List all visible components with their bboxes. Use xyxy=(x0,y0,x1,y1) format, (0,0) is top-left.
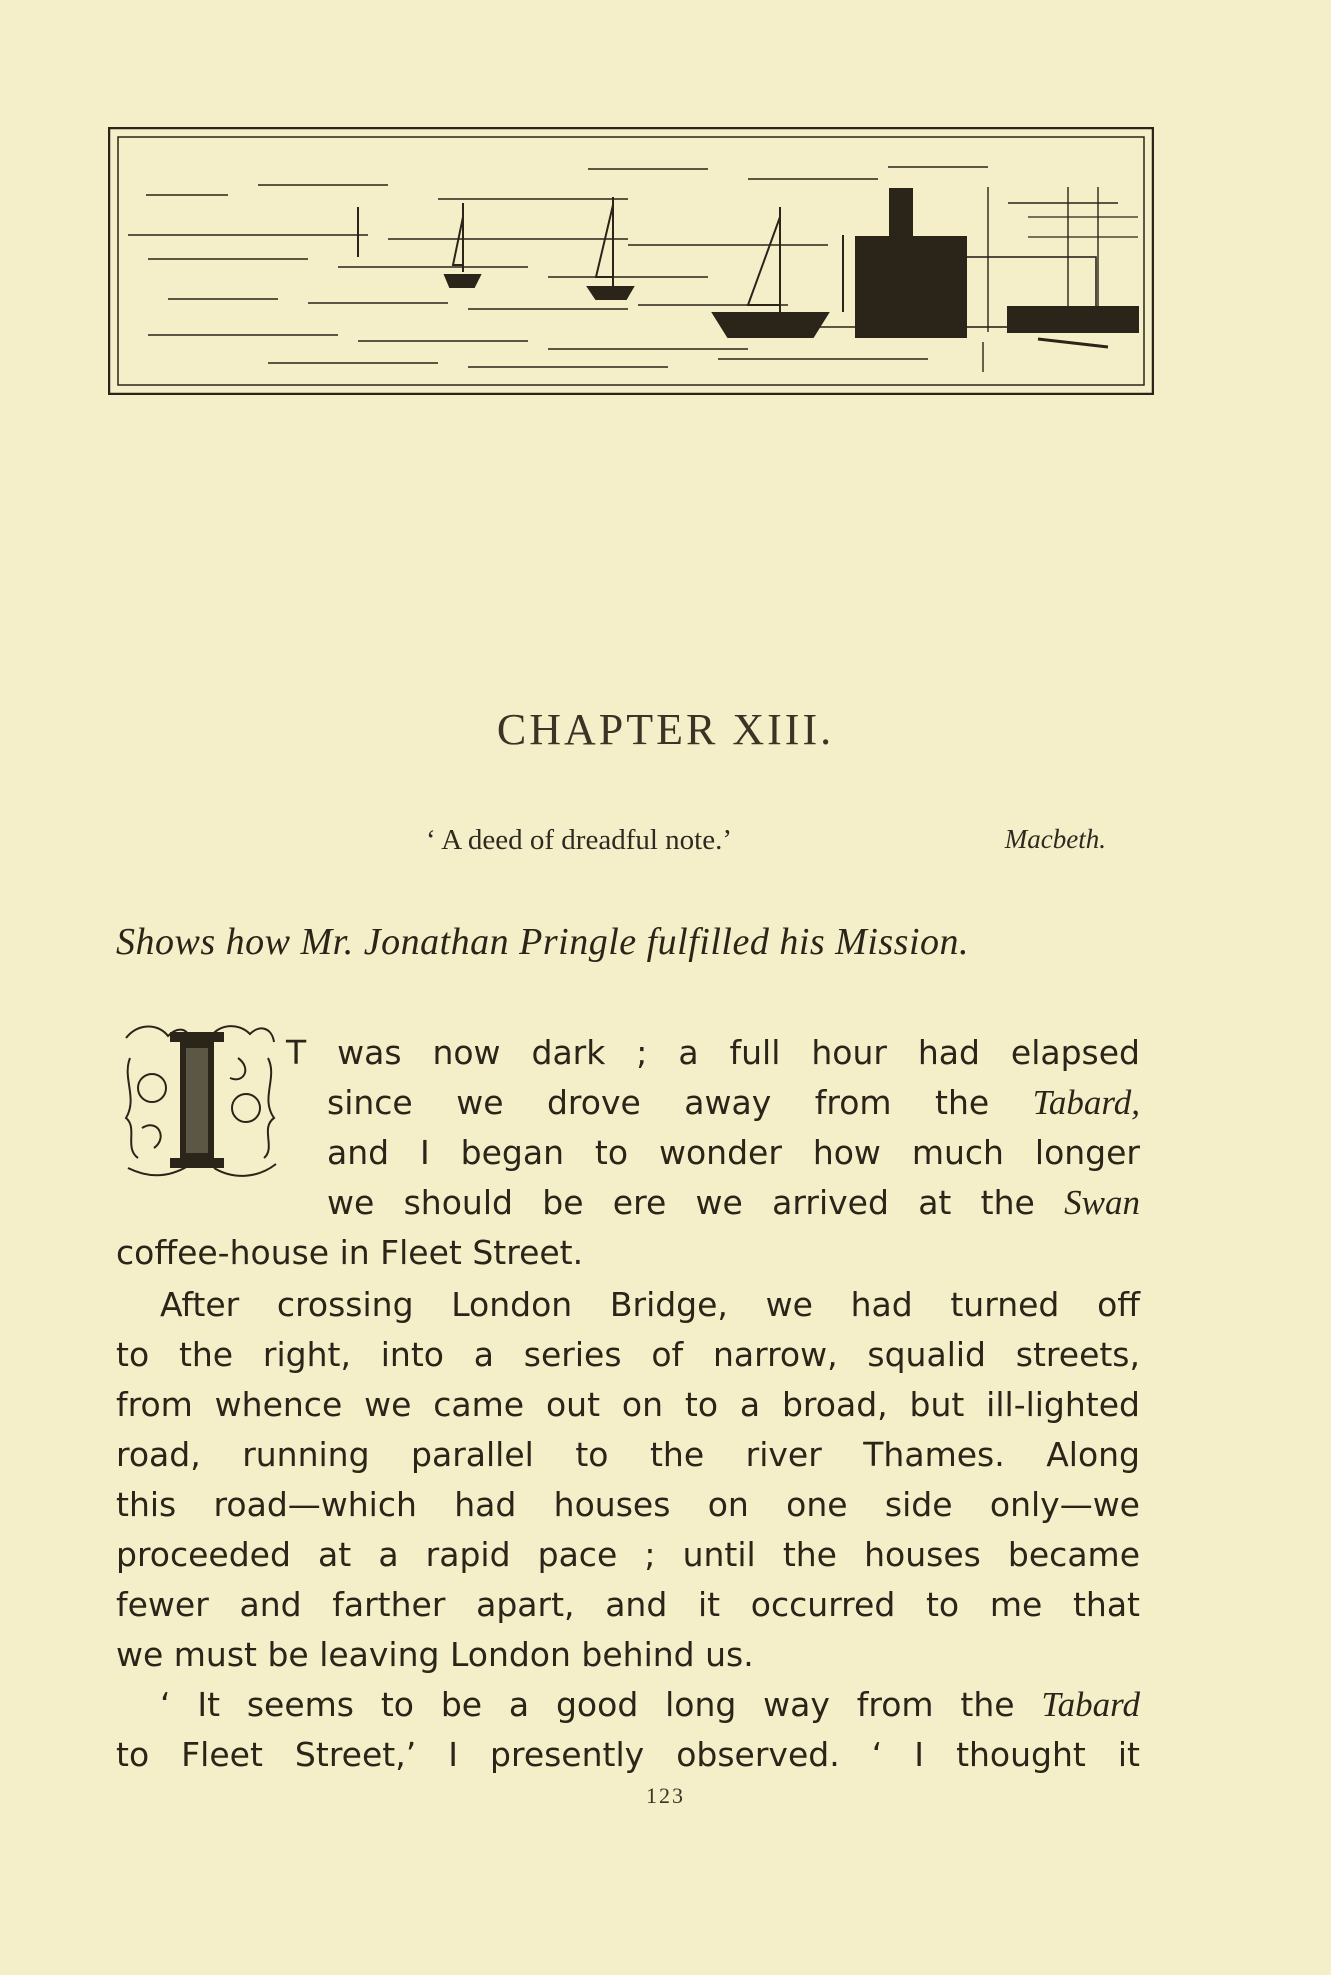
body-text xyxy=(116,0,1140,1975)
text-line: coffee-house in Fleet Street. xyxy=(116,1233,584,1272)
text-line: and I began to wonder how much longer xyxy=(327,1133,1140,1172)
epigraph-quote: ‘ A deed of dreadful note.’ xyxy=(426,824,733,856)
chapter-title: CHAPTER XIII. xyxy=(496,705,835,754)
text-line: this road—which had houses on one side only—we xyxy=(116,1485,1140,1524)
text-line: since we drove away from the Tabard, xyxy=(327,1083,1140,1122)
text-line: to Fleet Street,’ I presently observed. ‘ I thought it xyxy=(116,1735,1140,1774)
page-number: 123 xyxy=(646,1783,685,1808)
text-line: we must be leaving London behind us. xyxy=(116,1635,754,1674)
chapter-subtitle: Shows how Mr. Jonathan Pringle fulfilled his Mission. xyxy=(116,921,970,963)
text-line: we should be ere we arrived at the Swan xyxy=(327,1183,1140,1222)
text-line: ‘ It seems to be a good long way from the Tabard xyxy=(160,1685,1140,1724)
text-line: road, running parallel to the river Thames. Along xyxy=(116,1435,1140,1474)
text-line: T was now dark ; a full hour had elapsed xyxy=(286,1033,1140,1072)
epigraph-source: Macbeth. xyxy=(1004,824,1106,854)
text-line: from whence we came out on to a broad, but ill-lighted xyxy=(116,1385,1140,1424)
text-line: fewer and farther apart, and it occurred to me that xyxy=(116,1585,1140,1624)
text-line: to the right, into a series of narrow, squalid streets, xyxy=(116,1335,1140,1374)
text-line: After crossing London Bridge, we had turned off xyxy=(160,1285,1140,1324)
text-line: proceeded at a rapid pace ; until the houses became xyxy=(116,1535,1140,1574)
